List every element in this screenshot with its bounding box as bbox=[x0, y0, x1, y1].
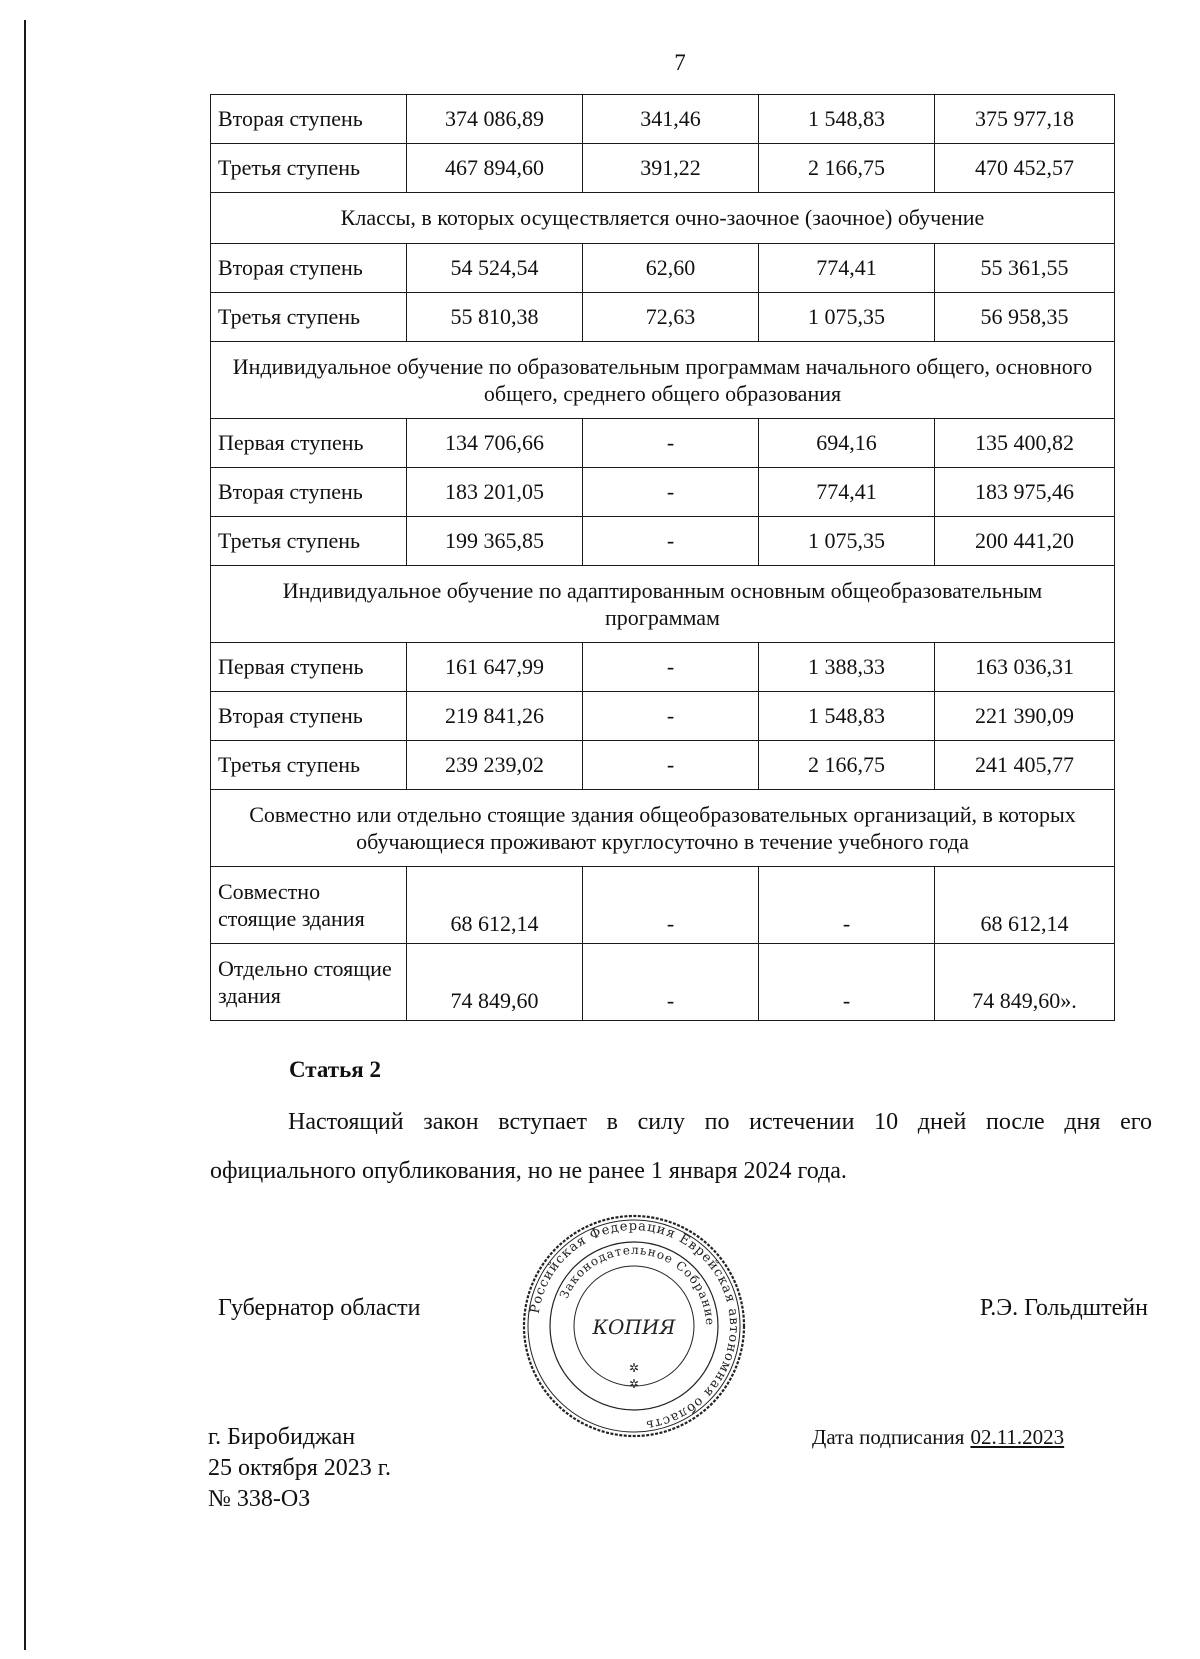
cell-total: 55 361,55 bbox=[935, 244, 1115, 293]
cell-value-1: 467 894,60 bbox=[407, 144, 583, 193]
cell-total: 183 975,46 bbox=[935, 468, 1115, 517]
table-row bbox=[211, 293, 1115, 342]
cell-total: 163 036,31 bbox=[935, 643, 1115, 692]
cell-value-1: 55 810,38 bbox=[407, 293, 583, 342]
table-section-row bbox=[211, 566, 1115, 643]
cell-value-3: 694,16 bbox=[759, 419, 935, 468]
cell-value-3: 774,41 bbox=[759, 244, 935, 293]
signing-date bbox=[812, 1425, 1064, 1450]
seal-center-text: КОПИЯ bbox=[592, 1315, 676, 1339]
cell-value-2: - bbox=[583, 944, 759, 1021]
signing-date-label: Дата подписания bbox=[812, 1425, 965, 1449]
row-label: Вторая ступень bbox=[211, 468, 407, 517]
seal-inner-text: Законодательное Собрание bbox=[556, 1242, 718, 1327]
table-section-row bbox=[211, 790, 1115, 867]
cell-value-3: 1 388,33 bbox=[759, 643, 935, 692]
page-number: 7 bbox=[674, 50, 686, 75]
cell-total: 68 612,14 bbox=[935, 867, 1115, 944]
section-heading: Индивидуальное обучение по адаптированным основным общеобразовательным программам bbox=[211, 566, 1115, 643]
table-row bbox=[211, 741, 1115, 790]
row-label: Вторая ступень bbox=[211, 244, 407, 293]
article-title: Статья 2 bbox=[289, 1057, 381, 1082]
cell-value-1: 199 365,85 bbox=[407, 517, 583, 566]
cell-value-1: 183 201,05 bbox=[407, 468, 583, 517]
cell-value-1: 161 647,99 bbox=[407, 643, 583, 692]
table-row bbox=[211, 867, 1115, 944]
tariff-table bbox=[210, 94, 1115, 1021]
signatory-name: Р.Э. Гольдштейн bbox=[979, 1295, 1148, 1321]
row-label: Вторая ступень bbox=[211, 692, 407, 741]
row-label: Вторая ступень bbox=[211, 95, 407, 144]
table-row bbox=[211, 692, 1115, 741]
cell-value-2: - bbox=[583, 419, 759, 468]
table-row bbox=[211, 468, 1115, 517]
table-row bbox=[211, 643, 1115, 692]
table-row bbox=[211, 244, 1115, 293]
row-label: Третья ступень bbox=[211, 741, 407, 790]
row-label: Отдельно стоящие здания bbox=[211, 944, 407, 1021]
cell-total: 56 958,35 bbox=[935, 293, 1115, 342]
cell-value-2: 341,46 bbox=[583, 95, 759, 144]
adoption-date: 25 октября 2023 г. bbox=[208, 1455, 391, 1481]
cell-total: 135 400,82 bbox=[935, 419, 1115, 468]
cell-value-2: - bbox=[583, 468, 759, 517]
row-label: Третья ступень bbox=[211, 293, 407, 342]
table-row bbox=[211, 419, 1115, 468]
section-heading: Индивидуальное обучение по образовательным программам начального общего, основного общего, среднего общего образования bbox=[211, 342, 1115, 419]
cell-value-3: 1 075,35 bbox=[759, 517, 935, 566]
table-row bbox=[211, 517, 1115, 566]
cell-value-1: 54 524,54 bbox=[407, 244, 583, 293]
cell-value-2: - bbox=[583, 643, 759, 692]
cell-value-1: 219 841,26 bbox=[407, 692, 583, 741]
cell-total: 200 441,20 bbox=[935, 517, 1115, 566]
scan-edge-line bbox=[24, 20, 26, 1650]
cell-value-2: - bbox=[583, 867, 759, 944]
section-heading: Классы, в которых осуществляется очно-заочное (заочное) обучение bbox=[211, 193, 1115, 244]
cell-value-3: - bbox=[759, 867, 935, 944]
cell-total: 221 390,09 bbox=[935, 692, 1115, 741]
row-label: Первая ступень bbox=[211, 419, 407, 468]
cell-value-1: 68 612,14 bbox=[407, 867, 583, 944]
cell-value-1: 374 086,89 bbox=[407, 95, 583, 144]
cell-value-3: - bbox=[759, 944, 935, 1021]
cell-value-1: 74 849,60 bbox=[407, 944, 583, 1021]
cell-value-2: 62,60 bbox=[583, 244, 759, 293]
cell-value-3: 1 548,83 bbox=[759, 692, 935, 741]
cell-total: 241 405,77 bbox=[935, 741, 1115, 790]
cell-total: 74 849,60». bbox=[935, 944, 1115, 1021]
cell-total: 470 452,57 bbox=[935, 144, 1115, 193]
row-label: Совместно стоящие здания bbox=[211, 867, 407, 944]
cell-value-2: - bbox=[583, 517, 759, 566]
article-text: Настоящий закон вступает в силу по истечении 10 дней после дня его официального опубликования, но не ранее 1 января 2024 года. bbox=[210, 1109, 1152, 1184]
cell-value-1: 239 239,02 bbox=[407, 741, 583, 790]
law-number: № 338-ОЗ bbox=[208, 1486, 311, 1512]
signatory-position: Губернатор области bbox=[218, 1295, 421, 1321]
official-seal bbox=[520, 1212, 748, 1440]
table-row bbox=[211, 144, 1115, 193]
seal-outer-text: Российская Федерация Еврейская автономная область bbox=[527, 1218, 742, 1433]
cell-value-3: 2 166,75 bbox=[759, 144, 935, 193]
table-row bbox=[211, 95, 1115, 144]
cell-value-3: 1 075,35 bbox=[759, 293, 935, 342]
table-section-row bbox=[211, 342, 1115, 419]
table-row bbox=[211, 944, 1115, 1021]
cell-value-2: - bbox=[583, 692, 759, 741]
row-label: Первая ступень bbox=[211, 643, 407, 692]
cell-value-3: 774,41 bbox=[759, 468, 935, 517]
city: г. Биробиджан bbox=[208, 1424, 356, 1450]
cell-value-1: 134 706,66 bbox=[407, 419, 583, 468]
seal-star-icon: ✲ bbox=[628, 1377, 640, 1391]
seal-star-icon: ✲ bbox=[628, 1361, 640, 1375]
row-label: Третья ступень bbox=[211, 144, 407, 193]
cell-value-2: 391,22 bbox=[583, 144, 759, 193]
cell-value-3: 1 548,83 bbox=[759, 95, 935, 144]
row-label: Третья ступень bbox=[211, 517, 407, 566]
signing-date-value: 02.11.2023 bbox=[970, 1425, 1065, 1449]
cell-value-2: 72,63 bbox=[583, 293, 759, 342]
law-details bbox=[208, 1422, 391, 1515]
section-heading: Совместно или отдельно стоящие здания общеобразовательных организаций, в которых обучающиеся проживают круглосуточно в течение учебного года bbox=[211, 790, 1115, 867]
cell-total: 375 977,18 bbox=[935, 95, 1115, 144]
seal-icon bbox=[520, 1212, 748, 1440]
cell-value-2: - bbox=[583, 741, 759, 790]
table-section-row bbox=[211, 193, 1115, 244]
cell-value-3: 2 166,75 bbox=[759, 741, 935, 790]
